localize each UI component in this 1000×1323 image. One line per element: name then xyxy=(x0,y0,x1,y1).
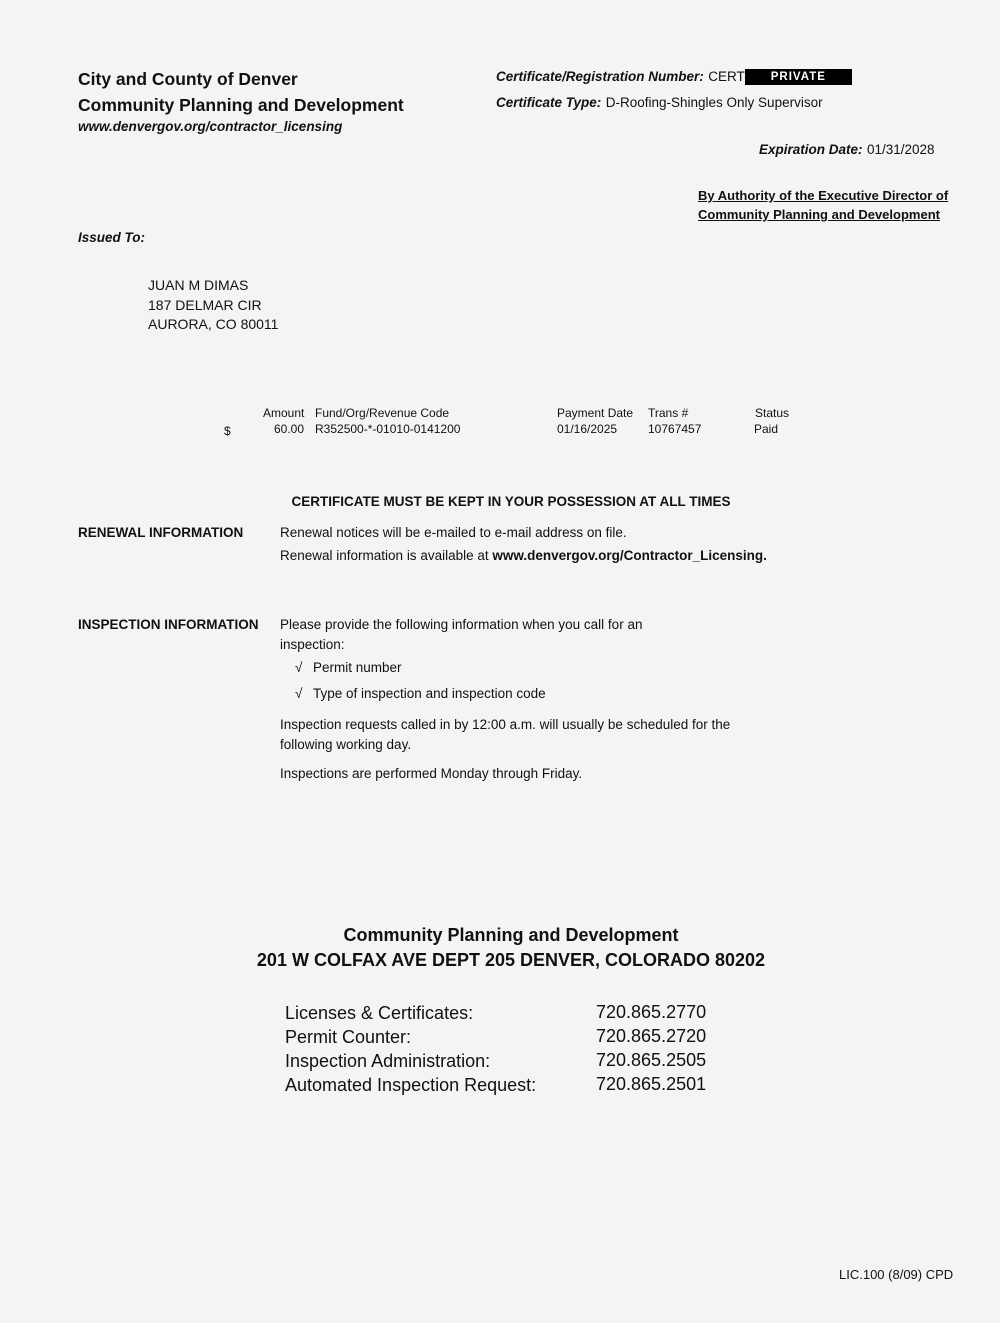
trans-value: 10767457 xyxy=(648,422,702,436)
inspection-intro-line-2: inspection: xyxy=(280,636,345,652)
issued-to-address xyxy=(148,276,278,335)
certificate-number-row xyxy=(496,68,852,86)
redaction-box: PRIVATE xyxy=(745,69,852,85)
inspection-note-2: Inspections are performed Monday through Friday. xyxy=(280,766,583,781)
contact-label-inspection-admin: Inspection Administration: xyxy=(285,1051,491,1071)
contact-label-automated: Automated Inspection Request: xyxy=(285,1075,537,1095)
certificate-number-label: Certificate/Registration Number: xyxy=(496,69,704,84)
status-header: Status xyxy=(755,406,790,420)
certificate-number-prefix: CERT xyxy=(708,69,745,84)
payment-date-value: 01/16/2025 xyxy=(557,422,618,436)
renewal-line-1: Renewal notices will be e-mailed to e-mail address on file. xyxy=(280,525,627,540)
fund-header: Fund/Org/Revenue Code xyxy=(315,406,450,420)
renewal-link[interactable]: www.denvergov.org/Contractor_Licensing. xyxy=(492,547,767,563)
expiration-value: 01/31/2028 xyxy=(866,142,935,157)
renewal-title: RENEWAL INFORMATION xyxy=(78,525,244,540)
expiration-row xyxy=(759,141,935,159)
certificate-type-label: Certificate Type: xyxy=(496,95,602,110)
contact-label-permit: Permit Counter: xyxy=(285,1027,412,1047)
contact-phone-automated[interactable]: 720.865.2501 xyxy=(596,1074,707,1094)
status-value: Paid xyxy=(754,422,779,436)
inspection-item-1: Permit number xyxy=(313,660,402,675)
trans-header: Trans # xyxy=(648,406,689,420)
footer-title: Community Planning and Development xyxy=(343,925,679,945)
inspection-intro xyxy=(280,615,642,654)
footer-address: 201 W COLFAX AVE DEPT 205 DENVER, COLORADO 80202 xyxy=(256,950,766,970)
authority-line-2: Community Planning and Development xyxy=(698,207,940,222)
contact-phone-permit[interactable]: 720.865.2720 xyxy=(596,1026,707,1046)
inspection-item-2: Type of inspection and inspection code xyxy=(313,686,546,701)
expiration-label: Expiration Date: xyxy=(759,142,863,157)
inspection-note-1-line-1: Inspection requests called in by 12:00 a.m. will usually be scheduled for the xyxy=(280,717,731,732)
renewal-body xyxy=(280,523,767,565)
currency-symbol: $ xyxy=(224,424,231,438)
certificate-type-row xyxy=(496,94,823,112)
issuer-name: City and County of Denver xyxy=(78,69,298,89)
inspection-note-1 xyxy=(280,715,730,754)
issuer-department: Community Planning and Development xyxy=(78,95,404,115)
possession-notice: CERTIFICATE MUST BE KEPT IN YOUR POSSESSION AT ALL TIMES xyxy=(291,494,731,509)
contact-label-licenses: Licenses & Certificates: xyxy=(285,1003,474,1023)
amount-value: 60.00 xyxy=(274,422,305,436)
authority-line-1: By Authority of the Executive Director of xyxy=(698,188,949,203)
fund-value: R352500-*-01010-0141200 xyxy=(315,422,461,436)
payment-date-header: Payment Date xyxy=(557,406,634,420)
check-mark-icon: √ xyxy=(295,686,303,701)
certificate-type-value: D-Roofing-Shingles Only Supervisor xyxy=(605,95,823,110)
recipient-city: AURORA, CO 80011 xyxy=(148,316,279,332)
inspection-note-1-line-2: following working day. xyxy=(280,736,412,752)
renewal-line-2-text: Renewal information is available at xyxy=(280,547,493,563)
issuer-url: www.denvergov.org/contractor_licensing xyxy=(78,119,343,134)
recipient-street: 187 DELMAR CIR xyxy=(148,296,262,313)
renewal-line-2 xyxy=(280,546,767,566)
issued-to-label: Issued To: xyxy=(78,230,146,245)
inspection-intro-line-1: Please provide the following information when you call for an xyxy=(280,617,643,632)
check-mark-icon: √ xyxy=(295,660,303,675)
recipient-name: JUAN M DIMAS xyxy=(148,277,249,293)
inspection-title: INSPECTION INFORMATION xyxy=(78,617,259,632)
amount-header: Amount xyxy=(263,406,305,420)
form-number: LIC.100 (8/09) CPD xyxy=(839,1267,954,1282)
contact-phone-inspection-admin[interactable]: 720.865.2505 xyxy=(596,1050,707,1070)
contact-phone-licenses[interactable]: 720.865.2770 xyxy=(596,1002,707,1022)
